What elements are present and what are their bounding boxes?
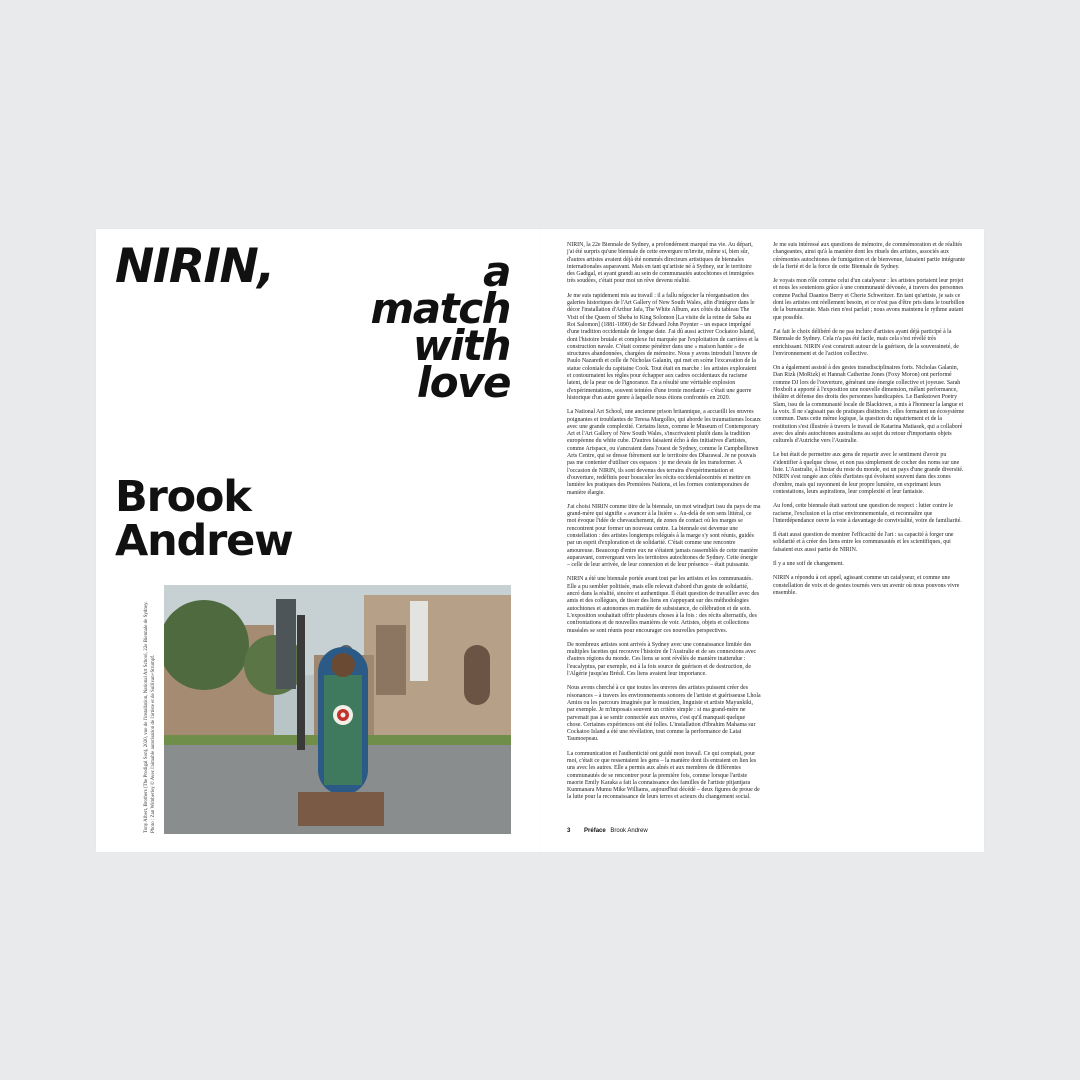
body-paragraph: Au fond, cette biennale était surtout une question de respect : lutter contre le racisme, l'exclusion et la crise environnementale, et reconnaître que l'interdépendance ouvre la voie à davantage de convivialité, voire de familiarité.: [773, 503, 962, 524]
article-body: [567, 242, 967, 822]
body-paragraph: Il y a une soif de changement.: [773, 560, 844, 567]
body-paragraph: La communication et l'authenticité ont guidé mon travail. Ce qui comptait, pour moi, c'était ce que ressentaient les gens – la manière dont ils entraient en lien les uns avec les autres. Elle a permis aux aînés et aux membres de différentes communautés de se rencontrer pour la première fois, comme lorsque l'artiste maorie Emily Karaka a fait la connaissance des familles de l'artiste pitjantjara Kunmanara Mumu Mike Williams, aujourd'hui décédé – deux figures de proue de la lutte pour la reconnaissance de leurs terres et acteurs du changement social.: [567, 750, 760, 801]
magazine-spread: [96, 229, 984, 852]
folio-author: Brook Andrew: [610, 828, 648, 834]
caption-line: Tony Albert, Brothers (The Prodigal Son), 2020, vue de l'installation, National Art School, 22e Biennale de Sydney.: [144, 601, 149, 833]
subtitle: [370, 247, 510, 407]
body-paragraph: On a également assisté à des gestes transdisciplinaires forts. Nicholas Galanin, Dan Rizk (MoRizk) et Hannah Catherine Jones (Foxy Moron) ont performé comme DJ lors de l'ouverture, générant une énergie collective et joyeuse. Sarah Hoxbolt a apporté à l'exposition une nouvelle dimension, mêlant performance, théâtre et défense des droits des personnes handicapées. Le Bankstown Poetry Slam, issu de la communauté locale de Blacktown, a mis à l'honneur la langue et la voix. Il ne s'agissait pas de pratiques distinctes : elles formaient un écosystème commun. Dans cette même logique, la question du rapatriement et de la restitution s'est illustrée à travers le travail de Katarina Matiasek, qui a collaboré avec des aînés autochtones australiens au sujet du retour d'importants objets culturels d'Autriche vers l'Australie.: [773, 365, 965, 445]
body-paragraph: NIRIN, la 22e Biennale de Sydney, a profondément marqué ma vie. Au départ, j'ai été surpris qu'une biennale de cette envergure m'invite, même si, bien sûr, d'autres artistes avaient déjà été nommés directeurs artistiques de biennales internationales auparavant. Mais en tant qu'artiste né à Sydney, sur le territoire des Gadigal, et ayant grandi au sein de communautés autochtones et immigrées très soudées, c'était pour moi un rêve devenu réalité.: [567, 242, 754, 285]
body-paragraph: Je voyais mon rôle comme celui d'un catalyseur : les artistes portaient leur projet et nous les soutenions grâce à une communauté dévouée, à travers des personnes comme Pachal Daantos Berry et Cherie Schweitzer. En tant qu'artiste, je sais ce dont les artistes ont réellement besoin, et ce n'est pas d'être pris dans le tourbillon de la bureaucratie. Mais rien n'est parfait ; nous avons maintenu le rythme autant que possible.: [773, 278, 965, 321]
body-paragraph: J'ai fait le choix délibéré de ne pas inclure d'artistes ayant déjà participé à la Biennale de Sydney. Cela n'a pas été facile, mais cela s'est révélé très enrichissant. NIRIN s'est construit autour de la guérison, de la souveraineté, de l'environnement et de l'action collective.: [773, 328, 959, 357]
body-paragraph: NIRIN a été une biennale portée avant tout par les artistes et les communautés. Elle a pu sembler politisée, mais elle relevait d'abord d'un geste de solidarité, ancré dans la réalité, sincère et authentique. Il était question de travailler avec des amis et des collègues, de tisser des liens en s'appuyant sur des méthodologies autochtones et autonomes en matière de subsistance, de célébration et de soin. L'exposition souhaitait offrir plusieurs choses à la fois : des récits alternatifs, des confrontations et de nouvelles manières de voir. Artistes, objets et collections muséales se sont réunis pour encourager ces nouvelles perspectives.: [567, 576, 760, 634]
page-number: 3: [567, 828, 571, 834]
body-paragraph: Nous avons cherché à ce que toutes les œuvres des artistes puissent créer des résonances – à travers les environnements sonores de l'artiste et guérisseuse Lhola Amira ou les parcours imaginés par le musicien, linguiste et artiste Mayunkiki, par exemple. Je m'imposais souvent un critère simple : si ma grand-mère ne parvenait pas à se sentir connectée aux œuvres, c'est qu'il manquait quelque chose. Certaines expériences ont été folles. L'installation d'Ibrahim Mahama sur Cockatoo Island a été une révélation, tout comme la performance de Latai Taumoepeau.: [567, 685, 761, 743]
author-first-name: Brook: [115, 472, 251, 522]
subtitle-line: match: [370, 284, 510, 333]
author-last-name: Andrew: [115, 516, 293, 566]
subtitle-line: with: [412, 321, 510, 370]
folio: [567, 828, 648, 834]
section-name: Préface: [584, 828, 606, 834]
body-paragraph: NIRIN a répondu à cet appel, agissant comme un catalyseur, et comme une constellation de voix et de gestes tournés vers un avenir où nous pouvons vivre ensemble.: [773, 575, 960, 596]
subtitle-line: love: [416, 358, 510, 407]
caption-line: Photo : Zan Wimberley © Avec l'aimable autorisation de l'artiste et de Sullivan+Strumpf.: [151, 654, 156, 833]
body-paragraph: Le but était de permettre aux gens de repartir avec le sentiment d'avoir pu s'identifier à quelque chose, et non pas simplement de cocher des noms sur une liste. L'Australie, à l'instar du reste du monde, est un pays d'une grande diversité. NIRIN s'est rangée aux côtés d'artistes qui évoluent souvent dans des zones d'ombre, mais qui rayonnent de leur propre lumière, en exprimant leurs contestations, leurs aspirations, leur complexité et leur fantaisie.: [773, 452, 964, 495]
body-paragraph: Je me suis intéressé aux questions de mémoire, de commémoration et de réalités changeantes, ainsi qu'à la manière dont les rituels des artistes, associés aux cérémonies autochtones de fumigation et de bienvenue, faisaient partie intégrante de la fierté et de la force de cette Biennale de Sydney.: [773, 242, 966, 270]
body-paragraph: Je me suis rapidement mis au travail : il a fallu négocier la réorganisation des galeries historiques de l'Art Gallery of New South Wales, afin d'intégrer dans le décor l'installation d'Arthur Jafa, The White Album, aux côtés du tableau The Visit of the Queen of Sheba to King Solomon [La visite de la reine de Saba au Roi Salomon] (1881-1890) de Sir Edward John Poynter – un espace imprégné d'une tradition occidentale de longue date. J'ai dû aussi activer Cockatoo Island, dont l'histoire brutale et complexe fut marquée par l'exploitation de carrières et la construction navale. C'était comme pénétrer dans une « maison hantée » de structures abandonnées, chargées de mémoire. Nous y avons introduit l'œuvre de Paulo Nazareth et celle de Nicholas Galanin, qui met en scène l'excavation de la statue coloniale du capitaine Cook. Tout était en marche : les artistes exploraient et contournaient les règles pour échapper aux cadres occidentaux du racisme latent, de la peur ou de l'ignorance. En a résulté une véritable explosion d'expérimentations, souvent teintées d'une ironie mordante – c'était une guerre historique d'un autre genre à laquelle nous étions confrontés en 2020.: [567, 292, 759, 401]
body-paragraph: J'ai choisi NIRIN comme titre de la biennale, un mot wiradjuri issu du pays de ma grand-mère qui signifie « avancer à la lisière ». Au-delà de son sens littéral, ce mot évoque l'idée de chevauchement, de zones de contact où les marges se rencontrent pour former un nouveau centre. La biennale est devenue une constellation : des artistes longtemps relégués à la marge s'y sont réunis, guidés par un esprit d'exploration et de solidarité. C'était comme une rencontre amoureuse. Beaucoup d'entre eux ne s'étaient jamais rassemblés de cette manière auparavant, convergeant vers les territoires autochtones de Sydney. Cette énergie – celle de leur arrivée, de leur connexion et de leur présence – était puissante.: [567, 503, 761, 569]
title-nirin: NIRIN,: [115, 239, 274, 294]
author-name: [115, 472, 293, 566]
page-fold: [540, 229, 541, 852]
body-paragraph: La National Art School, une ancienne prison britannique, a accueilli les œuvres poignantes et troublantes de Teresa Margolles, qui aborde les traumatismes locaux avec une grande complexité. Certains lieux, comme le Museum of Contemporary Art et l'Art Gallery of New South Wales, s'inscrivaient plutôt dans la tradition européenne du white cube. D'autres faisaient écho à des initiatives d'artistes, comme Artspace, ou s'ancraient dans l'ouest de Sydney, comme le Campbelltown Arts Centre, qui se dresse fièrement sur le territoire des Dharawal. Je ne pouvais pas me contenter d'utiliser ces espaces : je me devais de les transformer. À l'occasion de NIRIN, ils sont devenus des terrains d'expérimentation et d'ouverture, redéfinis pour bousculer les récits occidentalocentrés et mettre en lumière les pratiques des Premières Nations, et les formes contemporaines de manière élargie.: [567, 409, 761, 496]
body-paragraph: De nombreux artistes sont arrivés à Sydney avec une connaissance limitée des multiples facettes qui recouvre l'histoire de l'Australie et de ses connexions avec d'autres régions du monde. Ces liens se sont révélés de manière inattendue : l'eucalyptus, par exemple, est à la fois source de guérison et de destruction, de l'Algérie jusqu'au Brésil. Ces liens avaient leur importance.: [567, 641, 757, 678]
body-paragraph: Il était aussi question de montrer l'efficacité de l'art : sa capacité à forger une solidarité et à créer des liens entre les communautés et les scientifiques, qui faisaient eux aussi partie de NIRIN.: [773, 532, 954, 553]
subtitle-line: a: [483, 247, 510, 296]
installation-photo: [164, 585, 511, 834]
